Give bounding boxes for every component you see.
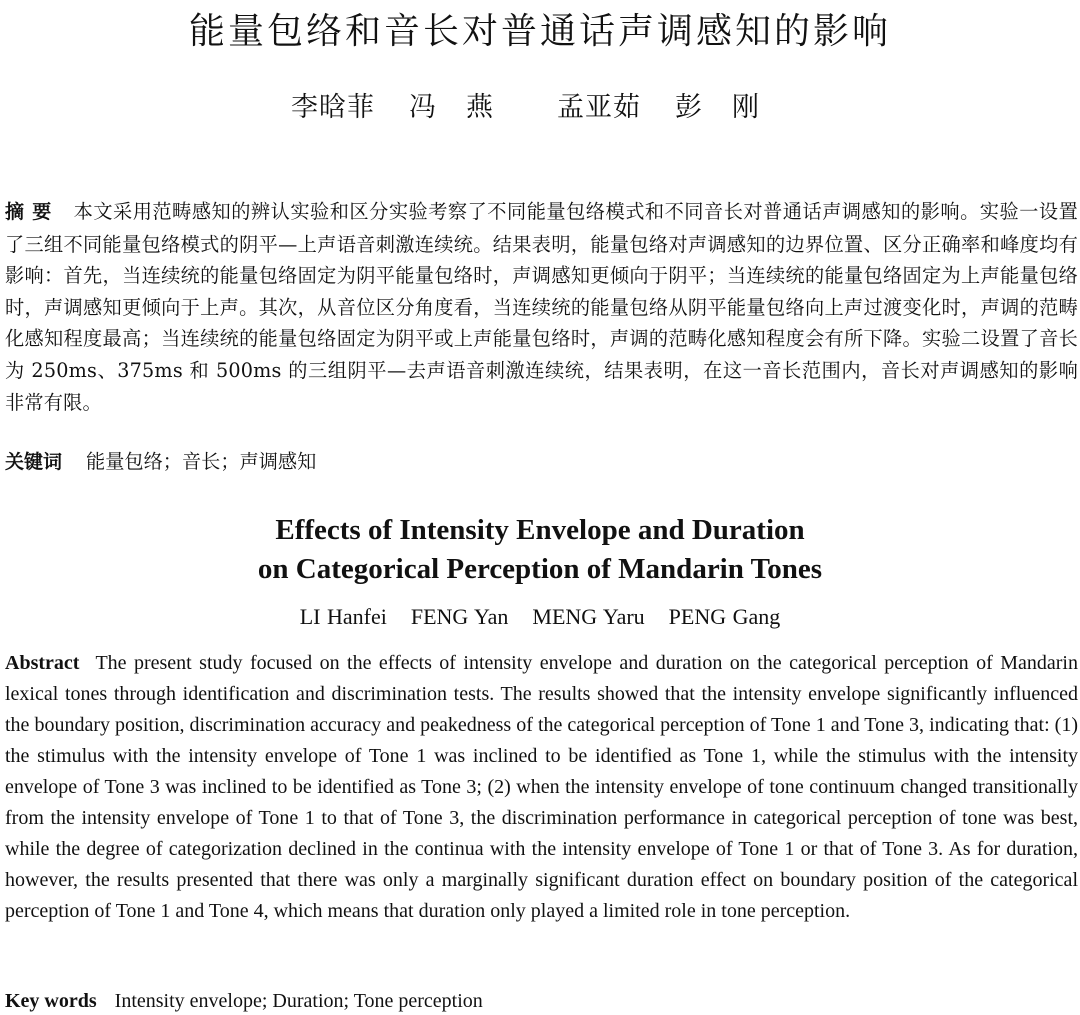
english-abstract-label: Abstract xyxy=(5,652,80,674)
chinese-author-4: 彭刚 xyxy=(675,92,789,123)
chinese-keywords-text: 能量包络；音长；声调感知 xyxy=(86,450,317,473)
chinese-title: 能量包络和音长对普通话声调感知的影响 xyxy=(188,11,891,52)
chinese-author-3: 孟亚茹 xyxy=(557,92,641,123)
english-author-3: MENG Yaru xyxy=(532,604,645,629)
chinese-abstract xyxy=(5,196,1078,418)
chinese-author-2: 冯燕 xyxy=(409,92,523,123)
english-author-1: LI Hanfei xyxy=(299,604,387,629)
english-keywords-label: Key words xyxy=(5,990,97,1012)
english-abstract-text: The present study focused on the effects of intensity envelope and duration on the categorical perception of Mandarin lexical tones through identification and discrimination tests. The results showed that the intensity envelope significantly influenced the boundary position, discrimination accuracy and peakedness of the categorical perception of Tone 1 and Tone 3, indicating that: (1) the stimulus with the intensity envelope of Tone 1 was inclined to be identified as Tone 1, while the stimulus with the intensity envelope of Tone 3 was inclined to be identified as Tone 3; (2) when the intensity envelope of tone continuum changed transitionally from the intensity envelope of Tone 1 to that of Tone 3, the discrimination performance in categorical perception of tone was best, while the degree of categorization declined in the continua with the intensity envelope of Tone 1 or that of Tone 3. As for duration, however, the results presented that there was only a marginally significant duration effect on boundary position of the categorical perception of Tone 1 and Tone 4, which means that duration only played a limited role in tone perception. xyxy=(5,652,1078,922)
chinese-authors xyxy=(0,90,1080,126)
english-authors xyxy=(0,602,1080,632)
english-title-line-2: on Categorical Perception of Mandarin Tones xyxy=(257,553,823,585)
english-title xyxy=(0,511,1080,589)
english-title-line-1: Effects of Intensity Envelope and Duration xyxy=(275,514,805,546)
chinese-abstract-label: 摘要 xyxy=(5,201,60,223)
chinese-author-1: 李晗菲 xyxy=(291,92,375,123)
english-author-4: PENG Gang xyxy=(668,604,781,629)
chinese-abstract-text: 本文采用范畴感知的辨认实验和区分实验考察了不同能量包络模式和不同音长对普通话声调感知的影响。实验一设置了三组不同能量包络模式的阴平—上声语音刺激连续统。结果表明，能量包络对声调感知的边界位置、区分正确率和峰度均有影响：首先，当连续统的能量包络固定为阴平能量包络时，声调感知更倾向于阴平；当连续统的能量包络固定为上声能量包络时，声调感知更倾向于上声。其次，从音位区分角度看，当连续统的能量包络从阴平能量包络向上声过渡变化时，声调的范畴化感知程度最高；当连续统的能量包络固定为阴平或上声能量包络时，声调的范畴化感知程度会有所下降。实验二设置了音长为 250ms、375ms 和 500ms 的三组阴平—去声语音刺激连续统，结果表明，在这一音长范围内，音长对声调感知的影响非常有限。 xyxy=(5,200,1078,414)
english-keywords xyxy=(5,987,1078,1015)
chinese-keywords xyxy=(5,447,1078,477)
english-author-2: FENG Yan xyxy=(410,604,509,629)
english-keywords-text: Intensity envelope; Duration; Tone perception xyxy=(114,990,483,1012)
english-abstract xyxy=(5,648,1078,927)
chinese-keywords-label: 关键词 xyxy=(5,451,63,473)
